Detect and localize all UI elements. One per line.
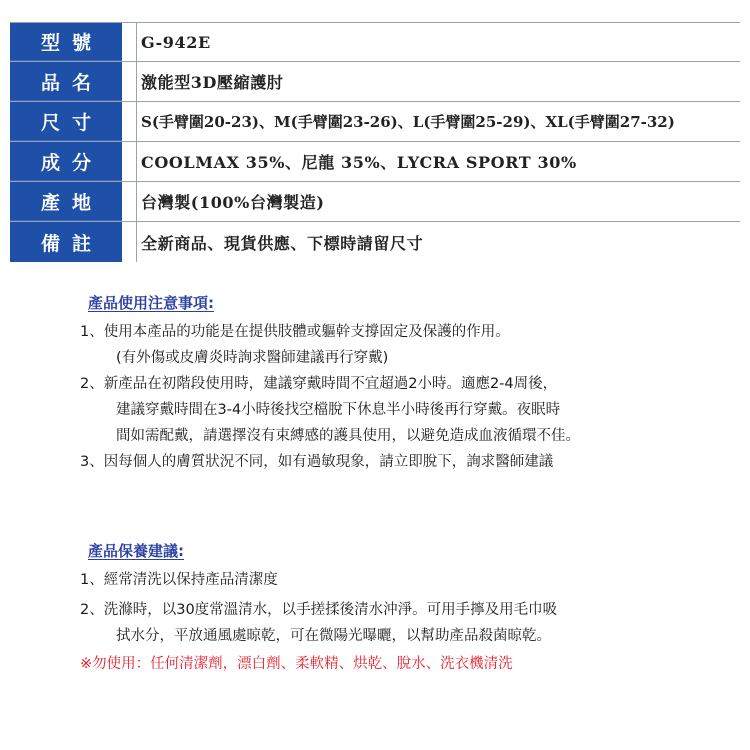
spec-label-remarks: 備註 xyxy=(10,222,122,262)
care-line-2: 2、洗滌時，以30度常溫清水，以手搓揉後清水沖淨。可用手擰及用毛巾吸 xyxy=(80,602,558,618)
spec-row-name xyxy=(10,62,740,102)
spec-row-size xyxy=(10,102,740,142)
spec-value-model: G-942E xyxy=(136,23,740,61)
spec-row-material xyxy=(10,142,740,182)
spec-value-material: COOLMAX 35%、尼龍 35%、LYCRA SPORT 30% xyxy=(136,142,740,181)
spec-value-size: S(手臂圍20-23)、M(手臂圍23-26)、L(手臂圍25-29)、XL(手臂圍27-32) xyxy=(136,102,740,141)
spec-gap xyxy=(122,222,136,262)
spec-row-origin xyxy=(10,182,740,222)
spec-value-remarks: 全新商品、現貨供應、下標時請留尺寸 xyxy=(136,222,740,262)
usage-line-1: 1、使用本產品的功能是在提供肢體或軀幹支撐固定及保護的作用。 xyxy=(80,324,510,340)
spec-gap xyxy=(122,62,136,101)
care-line-3: 拭水分，平放通風處晾乾，可在微陽光曝曬，以幫助產品殺菌晾乾。 xyxy=(116,628,551,644)
spec-table xyxy=(10,22,740,262)
care-suggestions-title: 產品保養建議: xyxy=(88,542,184,560)
usage-line-5: 間如需配戴，請選擇沒有束縛感的護具使用，以避免造成血液循環不佳。 xyxy=(116,428,580,444)
spec-label-name: 品名 xyxy=(10,62,122,101)
usage-line-6: 3、因每個人的膚質狀況不同，如有過敏現象，請立即脫下，詢求醫師建議 xyxy=(80,454,554,470)
spec-label-origin: 產地 xyxy=(10,182,122,221)
spec-value-name: 激能型3D壓縮護肘 xyxy=(136,62,740,101)
spec-gap xyxy=(122,23,136,61)
usage-line-2: (有外傷或皮膚炎時詢求醫師建議再行穿戴) xyxy=(116,350,389,366)
spec-gap xyxy=(122,182,136,221)
usage-notes-section xyxy=(80,292,728,475)
spec-label-size: 尺寸 xyxy=(10,102,122,141)
care-line-1: 1、經常清洗以保持產品清潔度 xyxy=(80,572,278,588)
spec-value-origin: 台灣製(100%台灣製造) xyxy=(136,182,740,221)
care-warning: ※勿使用：任何清潔劑，漂白劑、柔軟精、烘乾、脫水、洗衣機清洗 xyxy=(80,656,513,672)
spec-label-material: 成分 xyxy=(10,142,122,181)
usage-line-3: 2、新產品在初階段使用時，建議穿戴時間不宜超過2小時。適應2-4周後， xyxy=(80,376,558,392)
spec-gap xyxy=(122,102,136,141)
care-suggestions-section xyxy=(80,540,728,677)
spec-label-model: 型號 xyxy=(10,23,122,61)
usage-line-4: 建議穿戴時間在3-4小時後找空檔脫下休息半小時後再行穿戴。夜眠時 xyxy=(116,402,561,418)
spec-row-remarks xyxy=(10,222,740,262)
usage-notes-title: 產品使用注意事項: xyxy=(88,294,214,312)
spec-row-model xyxy=(10,22,740,62)
spec-gap xyxy=(122,142,136,181)
